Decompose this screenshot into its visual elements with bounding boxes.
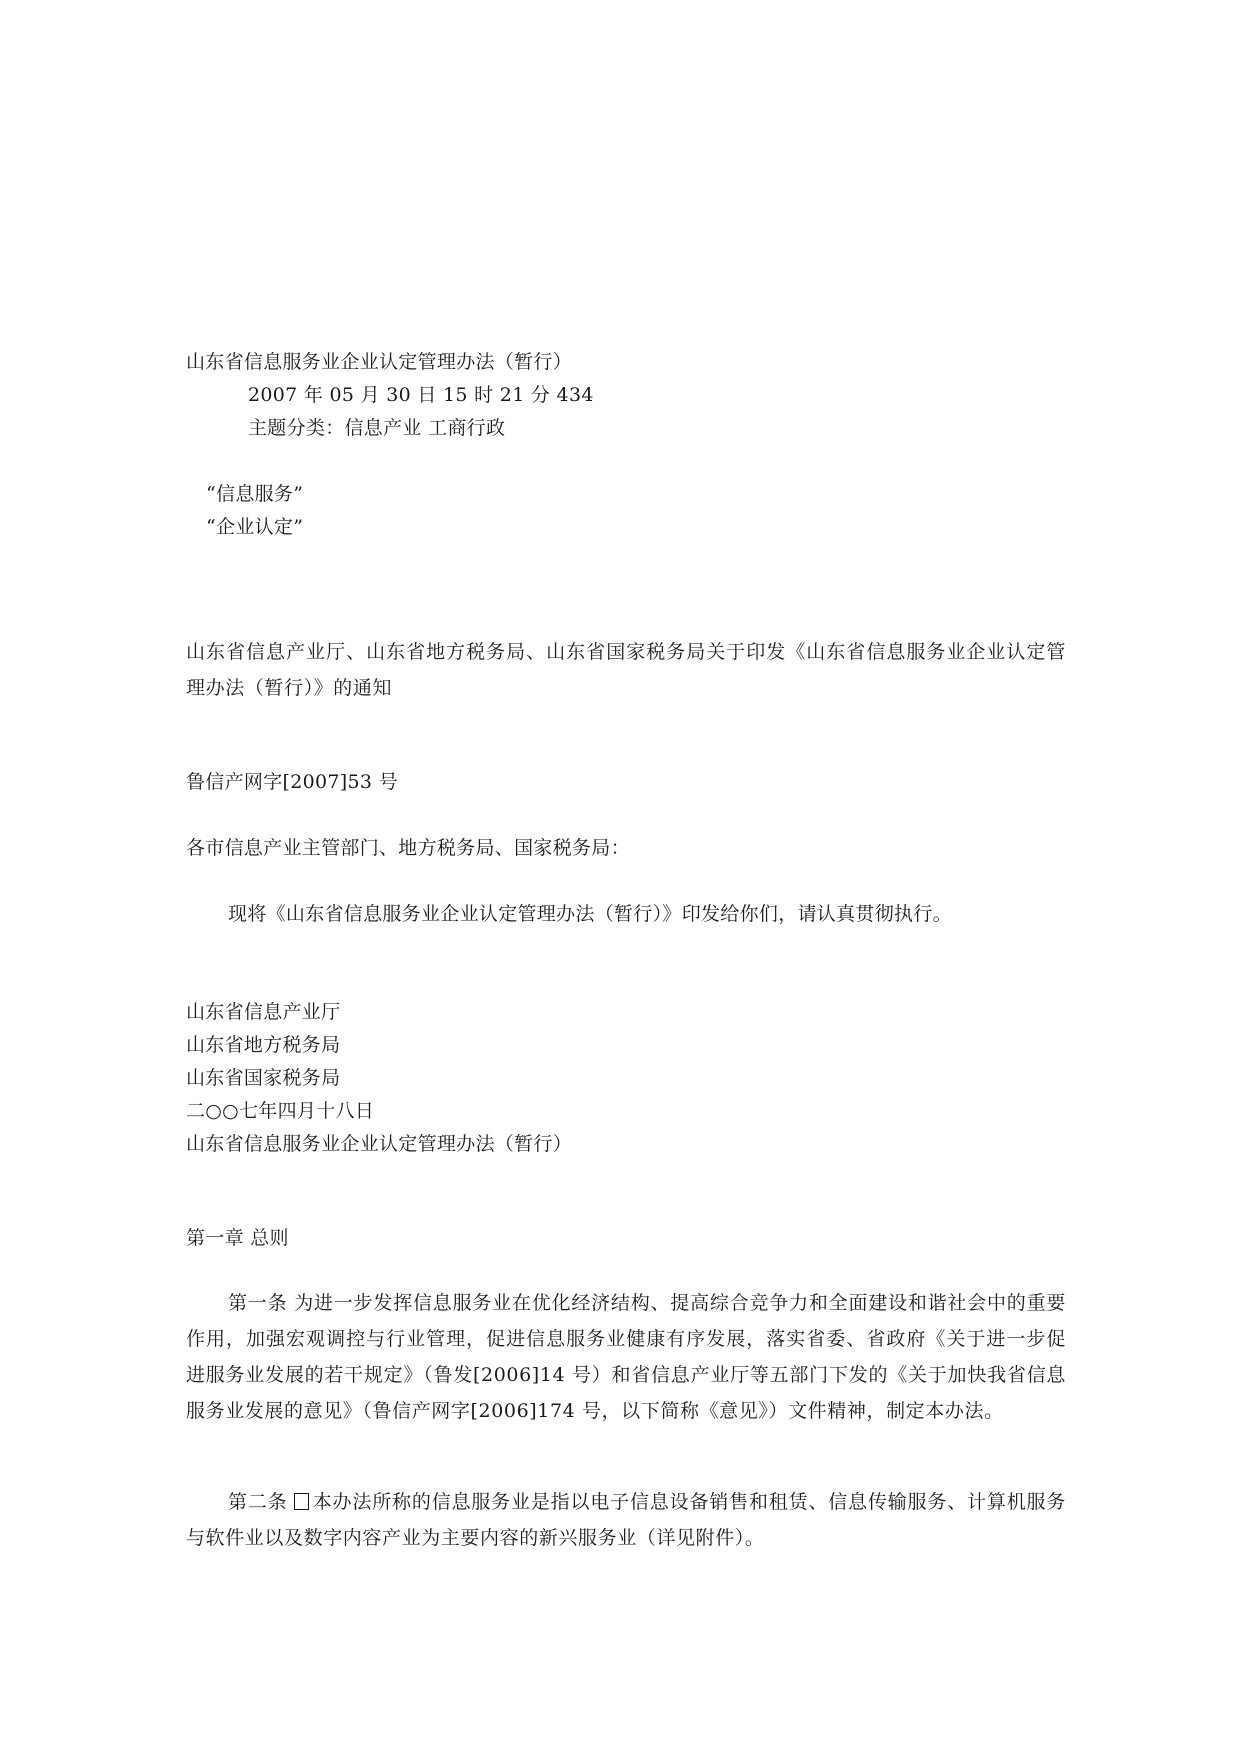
subject-category: 主题分类：信息产业 工商行政	[248, 417, 506, 439]
signatory-info-industry-dept: 山东省信息产业厅	[186, 1001, 341, 1023]
publish-datetime: 2007 年 05 月 30 日 15 时 21 分 434	[248, 384, 594, 406]
article-2-label: 第二条	[228, 1491, 288, 1513]
signatory-local-tax-bureau: 山东省地方税务局	[186, 1034, 341, 1056]
sign-date: 二○○七年四月十八日	[186, 1100, 375, 1122]
keyword-info-service: “信息服务”	[206, 483, 304, 505]
measures-title: 山东省信息服务业企业认定管理办法（暂行）	[186, 1133, 573, 1155]
notice-body: 现将《山东省信息服务业企业认定管理办法（暂行）》印发给你们，请认真贯彻执行。	[228, 903, 952, 925]
keyword-enterprise-certification: “企业认定”	[206, 516, 304, 538]
article-2	[186, 1484, 1066, 1556]
recipients: 各市信息产业主管部门、地方税务局、国家税务局：	[186, 837, 630, 859]
notice-title: 山东省信息产业厅、山东省地方税务局、山东省国家税务局关于印发《山东省信息服务业企业认定管理办法（暂行）》的通知	[186, 641, 1066, 699]
article-1: 第一条 为进一步发挥信息服务业在优化经济结构、提高综合竞争力和全面建设和谐社会中的重要作用，加强宏观调控与行业管理，促进信息服务业健康有序发展，落实省委、省政府《关于进一步促进服务业发展的若干规定》（鲁发[2006]14 号）和省信息产业厅等五部门下发的《关于加快我省信息服务业发展的意见》（鲁信产网字[2006]174 号，以下简称《意见》）文件精神，制定本办法。	[186, 1292, 1066, 1422]
chapter-1-title: 第一章 总则	[186, 1227, 289, 1249]
article-2-text: 本办法所称的信息服务业是指以电子信息设备销售和租赁、信息传输服务、计算机服务与软件业以及数字内容产业为主要内容的新兴服务业（详见附件）。	[186, 1491, 1066, 1549]
header-title: 山东省信息服务业企业认定管理办法（暂行）	[186, 351, 573, 373]
placeholder-box-glyph	[294, 1493, 309, 1510]
signatory-state-tax-bureau: 山东省国家税务局	[186, 1067, 341, 1089]
document-number: 鲁信产网字[2007]53 号	[186, 771, 398, 793]
